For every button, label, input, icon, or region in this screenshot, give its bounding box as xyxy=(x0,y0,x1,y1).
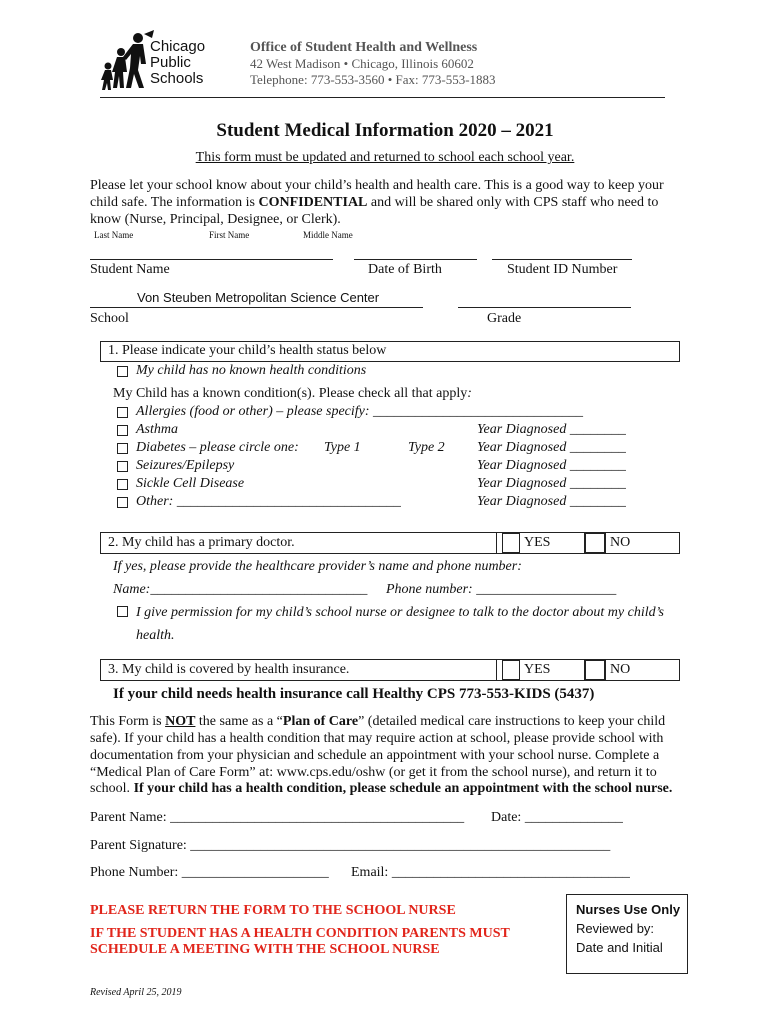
known-intro-text: My Child has a known condition(s). Please check all that apply xyxy=(113,386,468,401)
section3-no-label: NO xyxy=(610,662,631,677)
plan-text-c: the same as a “ xyxy=(195,714,283,729)
return-notice-line-3: SCHEDULE A MEETING WITH THE SCHOOL NURSE xyxy=(90,942,440,957)
logo-text-schools: Schools xyxy=(150,70,204,87)
plan-text-e: ” (detailed medical care instructions to keep your child xyxy=(358,714,666,729)
other-label[interactable]: Other: ________________________________ xyxy=(136,494,401,509)
student-id-field[interactable] xyxy=(492,259,632,260)
checkbox-no-known[interactable] xyxy=(117,366,128,377)
office-name: Office of Student Health and Wellness xyxy=(250,40,478,55)
first-name-label: First Name xyxy=(209,230,250,240)
plan-text-school: school. xyxy=(90,781,134,796)
plan-of-care-text: Plan of Care xyxy=(282,714,359,729)
parent-name-field[interactable]: Parent Name: __________________________________________ xyxy=(90,810,465,825)
section1-heading: 1. Please indicate your child’s health status below xyxy=(108,343,387,358)
student-name-field[interactable] xyxy=(90,259,333,260)
date-field[interactable]: Date: ______________ xyxy=(491,810,623,825)
last-name-label: Last Name xyxy=(94,230,134,240)
section2-yes-label: YES xyxy=(524,535,551,550)
office-phone: Telephone: 773-553-3560 • Fax: 773-553-1883 xyxy=(250,72,496,87)
return-notice-line-2: IF THE STUDENT HAS A HEALTH CONDITION PARENTS MUST xyxy=(90,926,510,941)
checkbox-diabetes[interactable] xyxy=(117,443,128,454)
date-of-birth-label: Date of Birth xyxy=(368,262,442,277)
checkbox-seizures[interactable] xyxy=(117,461,128,472)
plan-line-4: “Medical Plan of Care Form” at: www.cps.edu/oshw (or get it from the school nurse), and return it to xyxy=(90,765,657,780)
logo-text-chicago: Chicago xyxy=(150,38,206,55)
cps-logo xyxy=(100,30,230,92)
grade-label: Grade xyxy=(487,311,522,326)
intro-line-2 xyxy=(90,195,658,211)
office-address: 42 West Madison • Chicago, Illinois 60602 xyxy=(250,56,474,71)
permission-line-1: I give permission for my child’s school nurse or designee to talk to the doctor about my child’s xyxy=(136,605,664,620)
asthma-label: Asthma xyxy=(136,422,178,437)
plan-line-3: documentation from your physician and schedule an appointment with your school nurse. Complete a xyxy=(90,748,660,763)
provider-name-field[interactable]: Name:_______________________________ xyxy=(113,582,368,597)
parent-email-field[interactable]: Email: __________________________________ xyxy=(351,865,630,880)
diabetes-type2[interactable]: Type 2 xyxy=(408,440,445,455)
page-subtitle: This form must be updated and returned to school each school year. xyxy=(195,150,575,165)
provider-phone-field[interactable]: Phone number: ____________________ xyxy=(386,582,617,597)
seizures-label: Seizures/Epilepsy xyxy=(136,458,235,473)
section2-no-checkbox[interactable] xyxy=(585,533,605,553)
logo-text-public: Public xyxy=(150,54,191,71)
allergies-label: Allergies (food or other) – please specify: ______________________________ xyxy=(136,404,584,419)
checkbox-other[interactable] xyxy=(117,497,128,508)
school-value[interactable]: Von Steuben Metropolitan Science Center xyxy=(137,290,380,305)
checkbox-asthma[interactable] xyxy=(117,425,128,436)
plan-not-text: NOT xyxy=(165,714,196,729)
section2-yes-checkbox[interactable] xyxy=(502,533,520,553)
page-title: Student Medical Information 2020 – 2021 xyxy=(216,120,554,141)
nurses-use-title: Nurses Use Only xyxy=(576,902,681,917)
parent-phone-field[interactable]: Phone Number: _____________________ xyxy=(90,865,329,880)
plan-text-a: This Form is xyxy=(90,714,166,729)
plan-line-1 xyxy=(90,714,665,730)
known-intro-colon: : xyxy=(467,386,472,401)
provider-instruction: If yes, please provide the healthcare provider’s name and phone number: xyxy=(113,559,522,574)
section2-heading: 2. My child has a primary doctor. xyxy=(108,535,295,550)
section2-no-label: NO xyxy=(610,535,631,550)
intro-text: child safe. The information is xyxy=(90,195,259,210)
cps-logo-icon xyxy=(100,30,156,92)
checkbox-allergies[interactable] xyxy=(117,407,128,418)
other-year-diagnosed[interactable]: Year Diagnosed ________ xyxy=(477,494,626,509)
asthma-year-diagnosed[interactable]: Year Diagnosed ________ xyxy=(477,422,626,437)
permission-line-2: health. xyxy=(136,628,175,643)
section3-yes-label: YES xyxy=(524,662,551,677)
section3-no-checkbox[interactable] xyxy=(585,660,605,680)
plan-line-2: safe). If your child has a health condition that may require action at school, please provide school with xyxy=(90,731,664,746)
header-divider xyxy=(100,97,665,98)
seizures-year-diagnosed[interactable]: Year Diagnosed ________ xyxy=(477,458,626,473)
insurance-note: If your child needs health insurance call Healthy CPS 773-553-KIDS (5437) xyxy=(113,686,595,702)
sickle-year-diagnosed[interactable]: Year Diagnosed ________ xyxy=(477,476,626,491)
checkbox-permission[interactable] xyxy=(117,606,128,617)
plan-line-5 xyxy=(90,781,672,797)
school-label: School xyxy=(90,311,129,326)
known-intro xyxy=(113,386,472,402)
revised-date: Revised April 25, 2019 xyxy=(90,987,182,998)
diabetes-type1[interactable]: Type 1 xyxy=(324,440,361,455)
middle-name-label: Middle Name xyxy=(303,230,353,240)
section3-yes-checkbox[interactable] xyxy=(502,660,520,680)
intro-text-cont: and will be shared only with CPS staff who need to xyxy=(367,195,659,210)
diabetes-label: Diabetes – please circle one: xyxy=(136,440,299,455)
school-field[interactable] xyxy=(90,307,423,308)
checkbox-sickle-cell[interactable] xyxy=(117,479,128,490)
date-initial-label[interactable]: Date and Initial xyxy=(576,940,663,955)
parent-signature-field[interactable]: Parent Signature: ____________________________________________________________ xyxy=(90,838,611,853)
section3-heading: 3. My child is covered by health insurance. xyxy=(108,662,350,677)
intro-line-1: Please let your school know about your child’s health and health care. This is a good way to keep your xyxy=(90,178,664,193)
intro-line-3: know (Nurse, Principal, Designee, or Clerk). xyxy=(90,212,341,227)
student-name-label: Student Name xyxy=(90,262,170,277)
student-id-label: Student ID Number xyxy=(507,262,618,277)
sickle-cell-label: Sickle Cell Disease xyxy=(136,476,245,491)
reviewed-by-label[interactable]: Reviewed by: xyxy=(576,921,655,936)
no-known-label: My child has no known health conditions xyxy=(136,363,367,378)
plan-schedule-text: If your child has a health condition, please schedule an appointment with the school nurse. xyxy=(133,781,673,796)
confidential-text: CONFIDENTIAL xyxy=(258,195,368,210)
return-notice-line-1: PLEASE RETURN THE FORM TO THE SCHOOL NURSE xyxy=(90,903,456,918)
diabetes-year-diagnosed[interactable]: Year Diagnosed ________ xyxy=(477,440,626,455)
date-of-birth-field[interactable] xyxy=(354,259,477,260)
grade-field[interactable] xyxy=(458,307,631,308)
